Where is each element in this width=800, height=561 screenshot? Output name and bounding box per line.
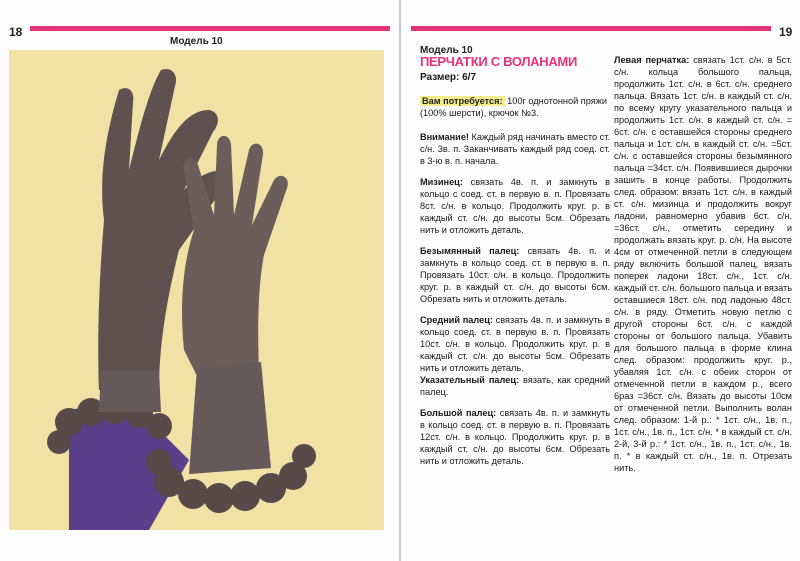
left-glove-paragraph (614, 54, 792, 474)
instruction-paragraph (420, 245, 610, 305)
instruction-heading: Безымянный палец: (420, 246, 520, 256)
instruction-text: связать 4в. п. и замкнуть в кольцо соед. ст. в первую в. п. Провязать 10ст. с/н. в кольцо. Продолжить круг. р. в каждый ст. с/н. до высоты 5см. Обрезать нить и отложить деталь. (420, 315, 611, 373)
instruction-text: связать 4в. п. и замкнуть в кольцо с соед. ст. в первую в. п. Провязать 8ст. с/н. в кольцо. Продолжить круг. р. в каждый ст. с/н. до высоты 5см. Обрезать нить и отложить деталь. (420, 177, 610, 235)
instruction-text: Каждый ряд начинать вместо ст. с/н. 3в. п. Заканчивать каждый ряд соед. ст. в 3-ю в. п. начала. (420, 132, 611, 166)
article-title: ПЕРЧАТКИ С ВОЛАНАМИ (420, 54, 578, 69)
instruction-paragraph (420, 374, 610, 398)
page-number-right: 19 (779, 25, 793, 39)
gloves-illustration (9, 50, 384, 530)
instructions-column-1 (420, 131, 610, 476)
instruction-paragraph (420, 407, 610, 467)
page-number-left: 18 (9, 25, 23, 39)
instruction-heading: Средний палец: (420, 315, 493, 325)
gloves-photo (9, 50, 384, 530)
materials-text: 100г однотонной пряжи (100% шерсти), крючок №3. (420, 96, 608, 118)
left-glove-text: связать 1ст. с/н. в 5ст. с/н. кольца большого пальца, продолжить 1ст. с/н. в 6ст. с/н. среднего пальца. Вязать 1ст. с/н. в каждый ст. с/н. по всему кругу указательного пальца и продолжить 1ст. с/н. в каждый ст. с/н. = 6ст. с/н. с оставшейся стороны среднего пальца и 1ст. с/н. в каждый ст. с/н. =5ст. с/н. с оставшейся стороны безымянного пальца =34ст. с/н. Появившиеся дырочки зашить в конце работы. Продолжить след. образом: вязать 1ст. с/н. в каждый ст. с/н. мизинца и продолжить вокруг ладони, равномерно убавив 6ст. с/н. =36ст. с/н., отметить середину и продолжать вязать круг. р. с/н. На высоте 4см от отмеченной петли в следующем ряду включить большой палец, вязать поперек ладони 18ст. с/н., 1ст. с/н. каждый ст. с/н. большого пальца и вязать оставшиеся 18ст. с/н. под ладонью 48ст. с/н. в ряду. Отметить новую петлю с другой стороны 6ст. с/н. с каждой стороны от большого пальца. Убавить для большого пальца в форме клина след. образом: продолжить круг. р., убавляя 1ст. с/н. с обеих сторон от отмеченной петли в каждом р., всего 6раз =36ст. с/н. Вязать до высоты 10см от отмеченной петли. Выполнить волан след. образом: 1-й р.: * 1ст. с/н., 1в. п., 1ст. с/н., 1в. п., 1ст. с/н. * в каждый ст. с/н. 2-й, 3-й р.: * 1ст. с/н., 1в. п., 1ст. с/н., 1в. п. * в каждый ст. с/н., 1в. п. Отрезать нить. (614, 55, 792, 473)
instruction-heading: Внимание! (420, 132, 469, 142)
instruction-heading: Большой палец: (420, 408, 497, 418)
left-page (0, 0, 399, 561)
instruction-paragraph (420, 176, 610, 236)
instruction-text: связать 4в. п. и замкнуть в кольцо соед. ст. в первую в. п. Провязать 10ст. с/н. в кольцо. Продолжить круг. р. в каждый ст. с/н. до высоты 6см. Обрезать нить и отложить деталь. (420, 246, 611, 304)
instructions-column-2 (614, 54, 792, 483)
materials-block (420, 95, 610, 119)
page-accent-bar-left (30, 26, 390, 31)
left-glove-heading: Левая перчатка: (614, 55, 690, 65)
instruction-paragraph (420, 131, 610, 167)
instruction-heading: Указательный палец: (420, 375, 520, 385)
instruction-paragraph (420, 314, 610, 374)
page-accent-bar-right (411, 26, 771, 31)
instruction-heading: Мизинец: (420, 177, 463, 187)
right-page (401, 0, 800, 561)
model-label-right: Модель 10 (420, 45, 473, 56)
materials-label: Вам потребуется: (422, 96, 503, 106)
instruction-text: связать 4в. п. и замкнуть в кольцо соед. ст. в первую в. п. Провязать 12ст. с/н. в кольцо. Продолжить круг. р. в каждый ст. с/н. до высоты 6см. Обрезать нить и отложить деталь. (420, 408, 610, 466)
model-label-left: Модель 10 (170, 36, 223, 47)
instruction-text: вязать, как средний палец. (420, 375, 610, 397)
size-label: Размер: 6/7 (420, 72, 477, 83)
